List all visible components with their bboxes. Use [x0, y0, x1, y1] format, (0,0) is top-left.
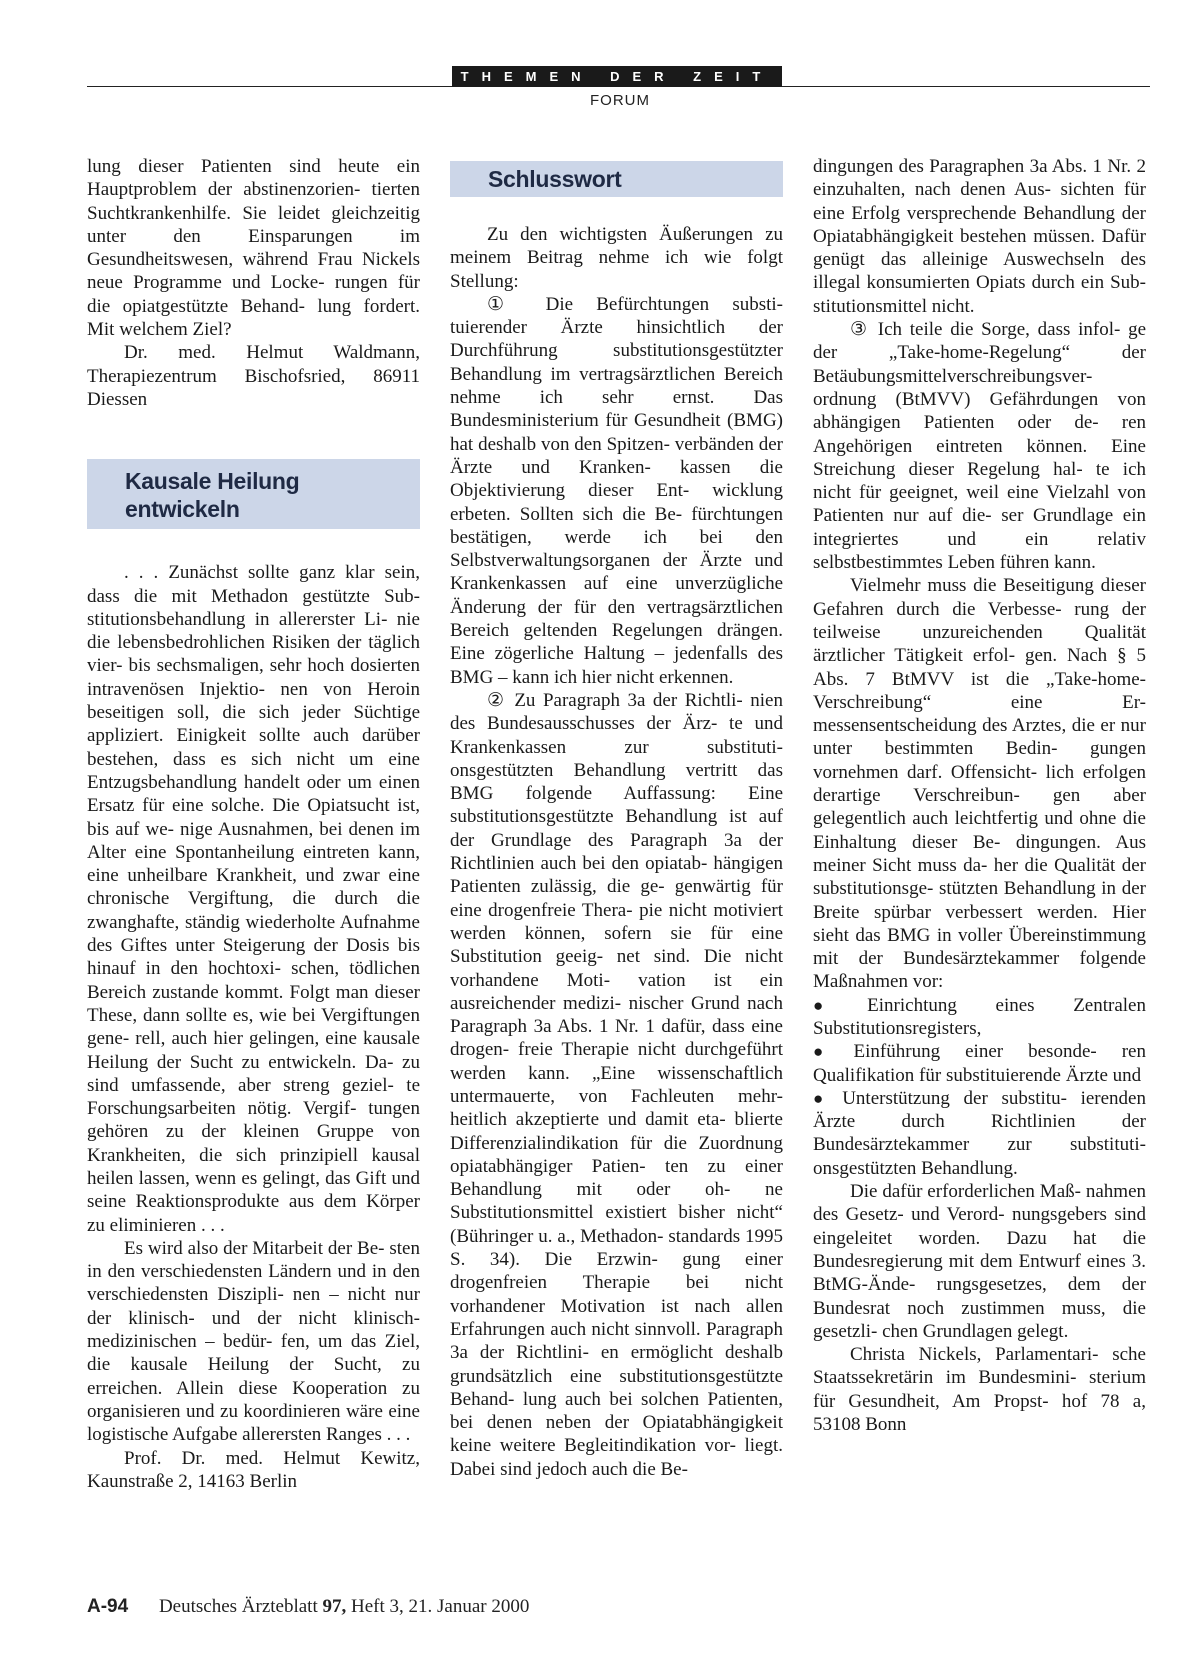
paragraph: dingungen des Paragraphen 3a Abs. 1 Nr. 2 einzuhalten, nach denen Aus- sichten für eine Erfolg versprechende Behandlung der Opiatabhängigkeit bestehen müssen. Dafür genügt das alleinige Auswechseln des illegal konsumierten Opiats durch ein Sub- stitutionsmittel nicht.	[813, 156, 1146, 317]
author-signature: Christa Nickels, Parlamentari- sche Staatssekretärin im Bundesmini- sterium für Gesundheit, Am Propst- hof 78 a, 53108 Bonn	[813, 1344, 1146, 1436]
paragraph: Die dafür erforderlichen Maß- nahmen des Gesetz- und Verord- nungsgebers sind eingeleitet worden. Dazu hat die Bundesregierung mit dem Entwurf eines 3. BtMG-Ände- rungsgesetzes, dem der Bundesrat noch zustimmen muss, die gesetzli- chen Grundlagen gelegt.	[813, 1181, 1146, 1342]
article-heading: Kausale Heilung entwickeln	[87, 459, 420, 529]
subsection-label: FORUM	[590, 92, 650, 109]
bullet-icon: ●	[813, 995, 858, 1015]
bullet-icon: ●	[813, 1088, 833, 1108]
author-signature: Prof. Dr. med. Helmut Kewitz, Kaunstraße 2, 14163 Berlin	[87, 1447, 420, 1492]
article-heading: Schlusswort	[450, 161, 783, 197]
volume-number: 97,	[322, 1596, 347, 1617]
paragraph: . . . Zunächst sollte ganz klar sein, dass die mit Methadon gestützte Sub- stitutionsbehandlung in allererster Li- nie die lebensbedrohlichen Risiken der täglich vier- bis sechsmaligen, sehr hoch dosierten intravenösen Injektio- nen von Heroin beseitigen soll, die sich jeder Süchtige appliziert. Einigkeit sollte auch darüber bestehen, dass es sich nicht um eine Entzugsbehandlung handelt oder um einen Ersatz für eine solche. Die Opiatsucht ist, bis auf we- nige Ausnahmen, bei denen im Alter eine Spontanheilung eintreten kann, eine unheilbare Krankheit, und zwar eine chronische Vergiftung, die durch die zwanghafte, ständig wiederholte Aufnahme des Giftes unter Steigerung der Dosis bis hinauf in den hochtoxi- schen, tödlichen Bereich zustande kommt. Folgt man dieser These, dann sollte es, wie bei Vergiftungen gene- rell, auch hier gelingen, eine kausale Heilung der Sucht zu entwickeln. Da- zu sind umfassende, aber streng geziel- te Forschungsarbeiten nötig. Vergif- tungen gehören zu der kleinen Gruppe von Krankheiten, die sich prinzipiell kausal heilen lassen, wenn es gelingt, das Gift und seine Reaktionsprodukte aus dem Körper zu eliminieren . . .	[87, 562, 420, 1236]
paragraph: ② Zu Paragraph 3a der Richtli- nien des Bundesausschusses der Ärz- te und Krankenkassen zur substituti- onsgestützten Behandlung vertritt das BMG folgende Auffassung: Eine substitutionsgestützte Behandlung ist auf der Grundlage des Paragraph 3a der Richtlinien auch bei den opiatab- hängigen Patienten zulässig, die ge- genwärtig für eine drogenfreie Thera- pie nicht motiviert werden können, sofern sie für eine Substitution geeig- net sind. Die nicht vorhandene Moti- vation ist ein ausreichender medizi- nischer Grund nach Paragraph 3a Abs. 1 Nr. 1 dafür, dass eine drogen- freie Therapie nicht durchgeführt werden kann. „Eine wissenschaftlich untermauerte, von Fachleuten mehr- heitlich akzeptierte und damit eta- blierte Differenzialindikation für die Zuordnung opiatabhängiger Patien- ten zu einer Behandlung mit oder oh- ne Substitutionsmittel existiert bisher nicht“ (Bühringer u. a., Methadon- standards 1995 S. 34). Die Erzwin- gung einer drogenfreien Therapie bei nicht vorhandener Motivation ist nach allen Erfahrungen auch nicht sinnvoll. Paragraph 3a der Richtlini- en ermöglicht deshalb grundsätzlich eine substitutionsgestützte Behand- lung auch bei solchen Patienten, bei denen neben der Opiatabhängigkeit keine weitere Begleitindikation vor- liegt. Dabei sind jedoch auch die Be-	[450, 689, 783, 1480]
bullet-icon: ●	[813, 1042, 844, 1062]
column-3	[813, 155, 1146, 1436]
paragraph: ③ Ich teile die Sorge, dass infol- ge der „Take-home-Regelung“ der Betäubungsmittelverschreibungsver- ordnung (BtMVV) Gefährdungen von abhängigen Patienten oder de- ren Angehörigen eintreten können. Eine Streichung dieser Regelung hal- te ich nicht für geeignet, weil eine Vielzahl von Patienten nur auf die- ser Grundlage ein integriertes und ein relativ selbstbestimmtes Leben führen kann.	[813, 319, 1146, 574]
list-item: ● Unterstützung der substitu- ierenden Ärzte durch Richtlinien der Bundesärztekammer zur substituti- onsgestützten Behandlung.	[813, 1087, 1146, 1179]
column-1	[87, 155, 420, 1493]
page-number: A-94	[87, 1596, 129, 1617]
paragraph: Es wird also der Mitarbeit der Be- sten in den verschiedensten Ländern und in den verschiedensten Diszipli- nen – nicht nur der klinisch- und der nicht klinisch-medizinischen – bedür- fen, um das Ziel, die kausale Heilung der Sucht, zu erreichen. Allein diese Kooperation zu organisieren und zu koordinieren wäre eine logistische Aufgabe allerersten Ranges . . .	[87, 1237, 420, 1446]
paragraph: Vielmehr muss die Beseitigung dieser Gefahren durch die Verbesse- rung der teilweise unzureichenden Qualität ärztlicher Tätigkeit erfol- gen. Nach § 5 Abs. 7 BtMVV ist die „Take-home-Verschreibung“ eine Er- messensentscheidung des Arztes, die er nur unter bestimmten Bedin- gungen vornehmen darf. Offensicht- lich erfolgen derartige Verschreibun- gen aber gelegentlich auch leichtfertig und ohne die Einhaltung dieser Be- dingungen. Aus meiner Sicht muss da- her die Qualität der substitutionsge- stützten Behandlung in der Breite spürbar verbessert werden. Hier sieht das BMG in voller Übereinstimmung mit der Bundesärztekammer folgende Maßnahmen vor:	[813, 575, 1146, 993]
page-footer	[87, 1596, 529, 1618]
paragraph: lung dieser Patienten sind heute ein Hauptproblem der abstinenzorien- tierten Suchtkrankenhilfe. Sie leidet gleichzeitig unter den Einsparungen im Gesundheitswesen, während Frau Nickels neue Programme und Locke- rungen für die opiatgestützte Behand- lung fordert. Mit welchem Ziel?	[87, 156, 420, 341]
journal-name: Deutsches Ärzteblatt	[158, 1596, 318, 1617]
paragraph: ① Die Befürchtungen substi- tuierender Ärzte hinsichtlich der Durchführung substitutionsgestützter Behandlung im vertragsärztlichen Bereich nehme ich sehr ernst. Das Bundesministerium für Gesundheit (BMG) hat deshalb von den Spitzen- verbänden der Ärzte und Kranken- kassen die Objektivierung dieser Ent- wicklung erbeten. Sollten sich die Be- fürchtungen bestätigen, werde ich bei den Selbstverwaltungsorganen der Ärzte und Krankenkassen auf eine unverzügliche Änderung der für den vertragsärztlichen Bereich geltenden Regelungen drängen. Eine zögerliche Haltung – jedenfalls des BMG – kann ich hier nicht erkennen.	[450, 293, 783, 688]
paragraph: Zu den wichtigsten Äußerungen zu meinem Beitrag nehme ich wie folgt Stellung:	[450, 224, 783, 292]
column-2	[450, 155, 783, 1481]
issue-info: Heft 3, 21. Januar 2000	[351, 1596, 530, 1617]
section-title: THEMEN DER ZEIT	[452, 66, 782, 87]
list-item: ● Einführung einer besonde- ren Qualifikation für substituierende Ärzte und	[813, 1041, 1146, 1086]
author-signature: Dr. med. Helmut Waldmann, Therapiezentrum Bischofsried, 86911 Diessen	[87, 342, 420, 410]
list-item: ● Einrichtung eines Zentralen Substitutionsregisters,	[813, 994, 1146, 1039]
